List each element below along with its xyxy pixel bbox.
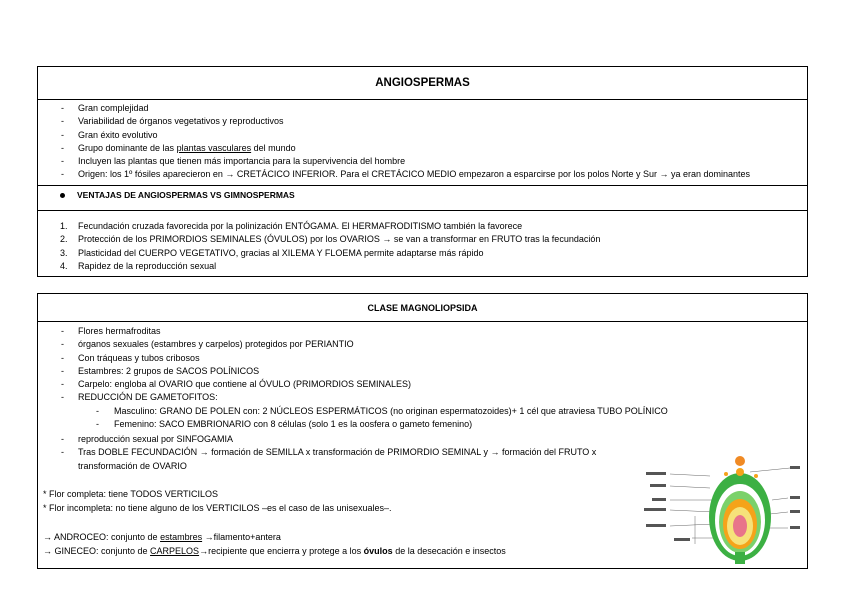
- carpelos-link: CARPELOS: [150, 546, 200, 556]
- angiospermas-title: ANGIOSPERMAS: [38, 67, 807, 100]
- magnoliopsida-section: [37, 293, 808, 569]
- ventajas-heading: VENTAJAS DE ANGIOSPERMAS VS GIMNOSPERMAS: [77, 190, 295, 200]
- ovule-diagram-drawing: [709, 456, 771, 564]
- list-item: - Origen: los 1º fósiles aparecieron en → CRETÁCICO INFERIOR. Para el CRETÁCICO MEDIO empezaron a esparcirse por los polos Norte y Sur → ya eran dominantes: [38, 168, 750, 181]
- list-item: - Gran complejidad: [38, 102, 750, 115]
- list-item: 1. Fecundación cruzada favorecida por la polinización ENTÓGAMA. El HERMAFRODITISMO también la favorece: [60, 221, 523, 231]
- ventajas-row: [38, 210, 807, 273]
- verticilos-notes: [43, 487, 392, 515]
- list-item: - REDUCCIÓN DE GAMETOFITOS:: [38, 391, 411, 404]
- list-item: - Estambres: 2 grupos de SACOS POLÍNICOS: [38, 365, 411, 378]
- magnoliopsida-list-bottom: [38, 433, 596, 473]
- list-item: - Grupo dominante de las plantas vasculares del mundo: [38, 142, 750, 155]
- gametofitos-sublist: [38, 405, 668, 432]
- gineceo-line: → GINECEO: conjunto de CARPELOS→recipiente que encierra y protege a los óvulos de la desecación e insectos: [43, 546, 506, 556]
- plantas-vasculares-link: plantas vasculares: [176, 142, 252, 153]
- ovule-diagram: [640, 454, 802, 564]
- list-item: - órganos sexuales (estambres y carpelos) protegidos por PERIANTIO: [38, 338, 411, 351]
- androceo-line: → ANDROCEO: conjunto de estambres →filamento+antera: [43, 532, 281, 542]
- estambres-link: estambres: [160, 532, 203, 542]
- androceo-gineceo-notes: [43, 530, 506, 558]
- list-item: - Tras DOBLE FECUNDACIÓN → formación de SEMILLA x transformación de PRIMORDIO SEMINAL y → formación del FRUTO x transformación de OVARIO: [38, 446, 596, 473]
- ventajas-heading-row: [38, 185, 807, 204]
- list-item: - Variabilidad de órganos vegetativos y reproductivos: [38, 115, 750, 128]
- list-item: 4. Rapidez de la reproducción sexual: [60, 260, 217, 271]
- ventajas-list: [38, 220, 807, 273]
- list-item: - Femenino: SACO EMBRIONARIO con 8 células (solo 1 es la oosfera o gameto femenino): [38, 418, 668, 431]
- list-item: 3. Plasticidad del CUERPO VEGETATIVO, gracias al XILEMA Y FLOEMA permite adaptarse más rápido: [60, 247, 484, 258]
- list-item: 2. Protección de los PRIMORDIOS SEMINALES (ÓVULOS) por los OVARIOS → se van a transformar en FRUTO tras la fecundación: [60, 234, 601, 245]
- list-item: - Con tráqueas y tubos cribosos: [38, 352, 411, 365]
- magnoliopsida-title: CLASE MAGNOLIOPSIDA: [38, 294, 807, 322]
- list-item: - Gran éxito evolutivo: [38, 129, 750, 142]
- magnoliopsida-list: [38, 325, 411, 405]
- angiospermas-feature-list: [38, 102, 750, 182]
- list-item: - Carpelo: engloba al OVARIO que contiene al ÓVULO (PRIMORDIOS SEMINALES): [38, 378, 411, 391]
- angiospermas-section: [37, 66, 808, 277]
- list-item: - Masculino: GRANO DE POLEN con: 2 NÚCLEOS ESPERMÁTICOS (no originan espermatozoides)+ 1 cél que atraviesa TUBO POLÍNICO: [38, 405, 668, 418]
- note-flor-completa: * Flor completa: tiene TODOS VERTICILOS: [43, 489, 219, 499]
- note-flor-incompleta: * Flor incompleta: no tiene alguno de los VERTICILOS –es el caso de las unisexuales–.: [43, 503, 392, 513]
- list-item: - Incluyen las plantas que tienen más importancia para la supervivencia del hombre: [38, 155, 750, 168]
- list-item: - reproducción sexual por SINFOGAMIA: [38, 433, 596, 446]
- bullet-icon: [60, 193, 65, 198]
- list-item: - Flores hermafroditas: [38, 325, 411, 338]
